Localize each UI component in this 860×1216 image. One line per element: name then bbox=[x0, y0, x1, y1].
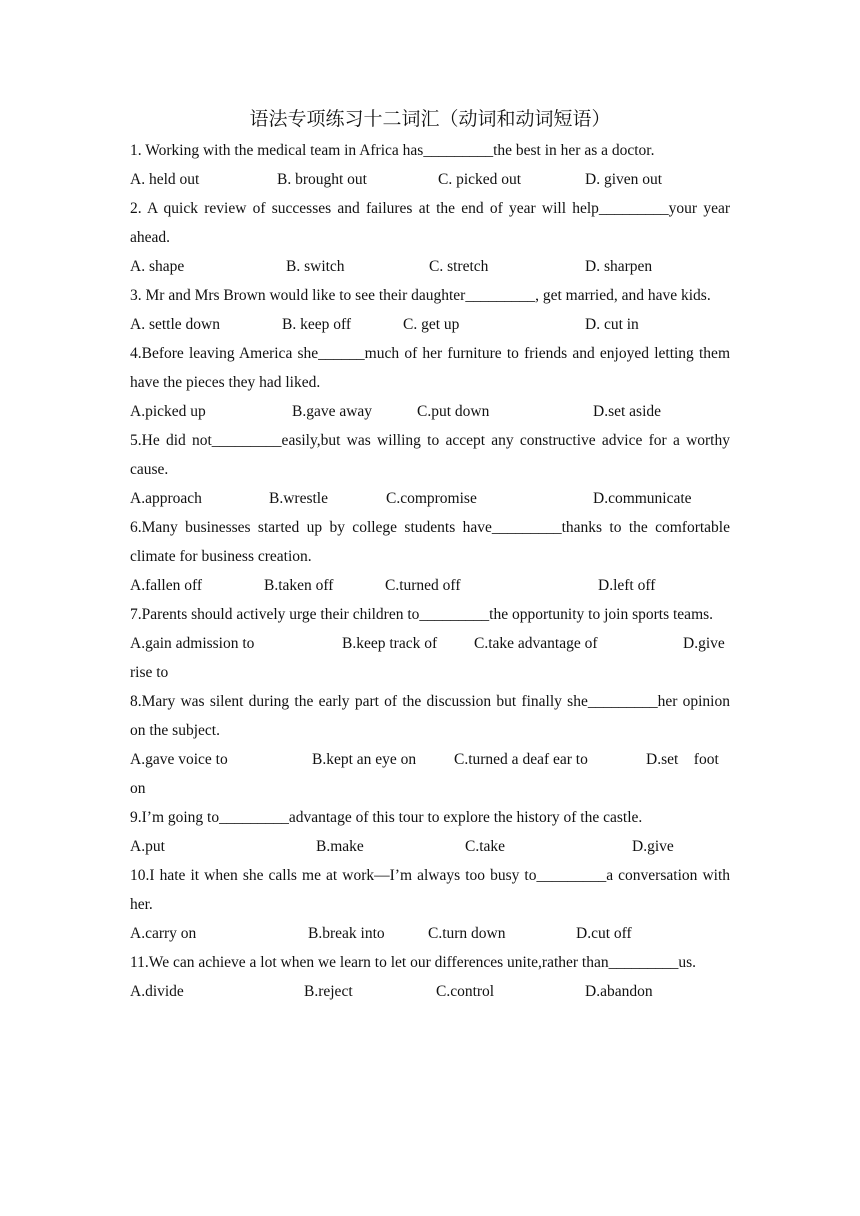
option-c: C.control bbox=[436, 983, 495, 1000]
option-c: C.put down bbox=[417, 403, 490, 420]
option-c: C.turned a deaf ear to bbox=[454, 751, 588, 768]
option-a: A.fallen off bbox=[130, 577, 203, 594]
option-a: A.picked up bbox=[130, 403, 206, 420]
option-b: B.kept an eye on bbox=[312, 751, 417, 768]
option-b: B.wrestle bbox=[269, 490, 328, 507]
options-row bbox=[130, 745, 730, 803]
question-1 bbox=[130, 136, 730, 194]
question-7 bbox=[130, 600, 730, 687]
question-8 bbox=[130, 687, 730, 803]
option-d: D.abandon bbox=[585, 983, 653, 1000]
question-stem: 11.We can achieve a lot when we learn to let our differences unite,rather than_________us. bbox=[130, 954, 697, 971]
option-a: A.carry on bbox=[130, 925, 197, 942]
option-d: D.set foot bbox=[646, 751, 719, 768]
option-b: B. brought out bbox=[277, 171, 367, 188]
options-row bbox=[130, 832, 730, 861]
question-3 bbox=[130, 281, 730, 339]
question-4 bbox=[130, 339, 730, 426]
worksheet bbox=[130, 104, 730, 1006]
option-d: D.cut off bbox=[576, 925, 632, 942]
option-a: A.put bbox=[130, 838, 165, 855]
option-c: C.take bbox=[465, 838, 506, 855]
option-c: C.turned off bbox=[385, 577, 461, 594]
option-a: A.divide bbox=[130, 983, 184, 1000]
option-a: A. shape bbox=[130, 258, 185, 275]
option-b: B. keep off bbox=[282, 316, 352, 333]
option-d: D.give bbox=[683, 635, 725, 652]
option-d: D.left off bbox=[598, 577, 656, 594]
question-11 bbox=[130, 948, 730, 1006]
option-c: C. stretch bbox=[429, 258, 489, 275]
option-b: B.break into bbox=[308, 925, 385, 942]
options-row bbox=[130, 919, 730, 948]
question-stem: 1. Working with the medical team in Africa has_________the best in her as a doctor. bbox=[130, 142, 655, 159]
option-b: B.taken off bbox=[264, 577, 334, 594]
options-row bbox=[130, 484, 730, 513]
options-row bbox=[130, 165, 730, 194]
option-d: D.give bbox=[632, 838, 674, 855]
question-stem: 7.Parents should actively urge their children to_________the opportunity to join sports teams. bbox=[130, 606, 714, 623]
options-row bbox=[130, 397, 730, 426]
option-d-continued: on bbox=[130, 780, 146, 797]
option-a: A. settle down bbox=[130, 316, 220, 333]
option-b: B.reject bbox=[304, 983, 353, 1000]
option-d: D. given out bbox=[585, 171, 663, 188]
option-c: C. picked out bbox=[438, 171, 522, 188]
option-c: C.take advantage of bbox=[474, 635, 598, 652]
question-5 bbox=[130, 426, 730, 513]
option-a: A.gave voice to bbox=[130, 751, 228, 768]
options-row bbox=[130, 252, 730, 281]
question-stem: 2. A quick review of successes and failures at the end of year will help_________your year ahead. bbox=[130, 200, 730, 246]
question-9 bbox=[130, 803, 730, 861]
option-a: A.gain admission to bbox=[130, 635, 255, 652]
question-stem: 10.I hate it when she calls me at work—I’m always too busy to_________a conversation with her. bbox=[130, 867, 730, 913]
option-d: D.set aside bbox=[593, 403, 662, 420]
option-d: D. cut in bbox=[585, 316, 639, 333]
option-a: A.approach bbox=[130, 490, 202, 507]
option-c: C. get up bbox=[403, 316, 460, 333]
options-row bbox=[130, 629, 730, 687]
option-b: B.gave away bbox=[292, 403, 373, 420]
option-c: C.compromise bbox=[386, 490, 477, 507]
option-b: B.keep track of bbox=[342, 635, 438, 652]
option-d: D. sharpen bbox=[585, 258, 653, 275]
question-6 bbox=[130, 513, 730, 600]
option-c: C.turn down bbox=[428, 925, 506, 942]
option-d: D.communicate bbox=[593, 490, 692, 507]
question-stem: 8.Mary was silent during the early part of the discussion but finally she_________her opinion on the subject. bbox=[130, 693, 730, 739]
question-stem: 5.He did not_________easily,but was willing to accept any constructive advice for a worthy cause. bbox=[130, 432, 730, 478]
options-row bbox=[130, 977, 730, 1006]
question-2 bbox=[130, 194, 730, 281]
question-stem: 3. Mr and Mrs Brown would like to see their daughter_________, get married, and have kids. bbox=[130, 287, 711, 304]
question-10 bbox=[130, 861, 730, 948]
option-d-continued: rise to bbox=[130, 664, 169, 681]
option-b: B. switch bbox=[286, 258, 345, 275]
question-stem: 4.Before leaving America she______much of her furniture to friends and enjoyed letting them have the pieces they had liked. bbox=[130, 345, 730, 391]
question-stem: 9.I’m going to_________advantage of this tour to explore the history of the castle. bbox=[130, 809, 643, 826]
worksheet-title: 语法专项练习十二词汇（动词和动词短语） bbox=[249, 109, 611, 130]
option-b: B.make bbox=[316, 838, 364, 855]
question-stem: 6.Many businesses started up by college students have_________thanks to the comfortable climate for business creation. bbox=[130, 519, 730, 565]
option-a: A. held out bbox=[130, 171, 200, 188]
options-row bbox=[130, 571, 730, 600]
options-row bbox=[130, 310, 730, 339]
